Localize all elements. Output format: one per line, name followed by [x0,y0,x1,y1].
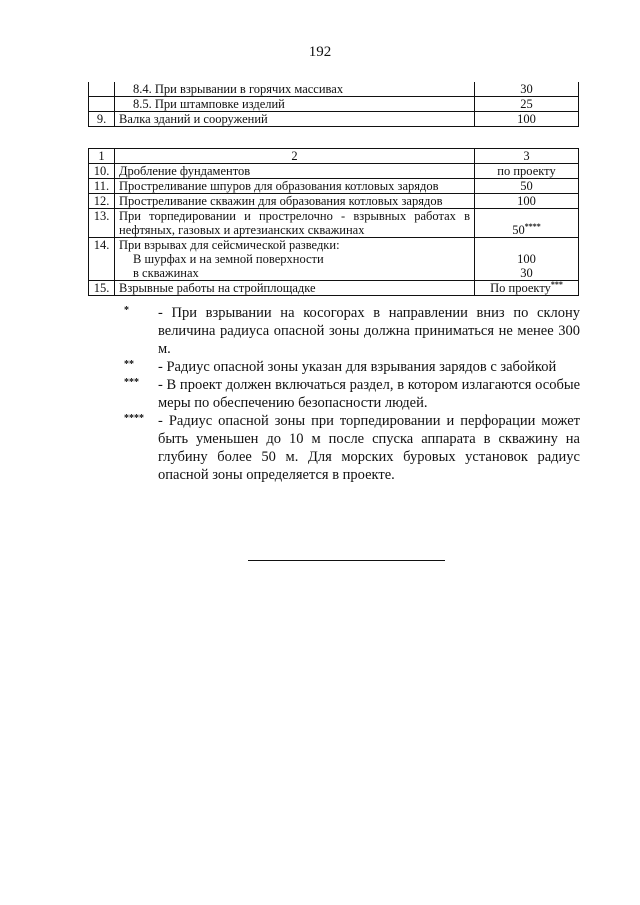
end-divider-line [248,560,445,561]
table-row [89,164,579,179]
row-value: По проекту [490,281,551,295]
footnote-text: - При взрывании на косогорах в направлении вниз по склону величина радиуса опасной зоны должна приниматься не менее 300 м. [158,305,580,357]
row-subitem: В шурфах и на земной поверхности [133,252,324,266]
footnote [120,412,580,484]
page-number: 192 [308,44,332,60]
footnotes [120,304,580,484]
row-value: 50 [475,179,579,194]
row-text: 8.4. При взрывании в горячих массивах [115,82,475,97]
table-row [89,281,579,296]
row-text-line: При торпедировании и прострелочно - взрывных работах в [119,209,470,223]
row-text: Простреливание скважин для образования котловых зарядов [115,194,475,209]
footnote-mark: **** [124,413,144,424]
footnote [120,358,580,376]
row-text [115,238,475,281]
table-row [89,82,579,97]
footnote-mark: * [124,305,129,316]
row-text [115,209,475,238]
footnote-marker: *** [550,279,563,289]
footnote [120,376,580,412]
row-value: по проекту [475,164,579,179]
footnote-text: - В проект должен включаться раздел, в котором излагаются особые меры по обеспечению безопасности людей. [158,377,580,411]
row-text-line: нефтяных, газовых и артезианских скважинах [119,223,365,237]
table-continuation [88,82,579,127]
row-number [89,97,115,112]
row-number: 11. [89,179,115,194]
table-row [89,179,579,194]
row-value-cell [475,281,579,296]
row-number: 10. [89,164,115,179]
row-value: 100 [517,252,536,266]
footnote-mark: ** [124,359,134,370]
row-value: 100 [475,194,579,209]
row-number [89,82,115,97]
column-header: 2 [115,149,475,164]
table-main [88,148,579,296]
table-row [89,238,579,281]
row-number: 14. [89,238,115,281]
row-text: Взрывные работы на стройплощадке [115,281,475,296]
row-number: 9. [89,112,115,127]
row-value: 50 [512,223,525,237]
row-text-line: При взрывах для сейсмической разведки: [119,238,340,252]
column-header: 1 [89,149,115,164]
row-text: Валка зданий и сооружений [115,112,475,127]
row-number: 13. [89,209,115,238]
row-text: 8.5. При штамповке изделий [115,97,475,112]
footnote [120,304,580,358]
table-row [89,209,579,238]
row-number: 15. [89,281,115,296]
row-value: 25 [475,97,579,112]
footnote-marker: **** [524,221,541,231]
row-value: 30 [520,266,533,280]
table-row [89,97,579,112]
table-row [89,112,579,127]
column-header: 3 [475,149,579,164]
table-header-row [89,149,579,164]
row-value: 30 [475,82,579,97]
row-number: 12. [89,194,115,209]
row-text: Простреливание шпуров для образования котловых зарядов [115,179,475,194]
footnote-text: - Радиус опасной зоны при торпедировании и перфорации может быть уменьшен до 10 м после спуска аппарата в скважину на глубину более 50 м. Для морских буровых установок радиус опасной зоны определяется в проекте. [158,413,580,483]
row-text: Дробление фундаментов [115,164,475,179]
row-value-cell [475,209,579,238]
row-subitem: в скважинах [133,266,199,280]
table-row [89,194,579,209]
row-value: 100 [475,112,579,127]
footnote-mark: *** [124,377,139,388]
footnote-text: - Радиус опасной зоны указан для взрывания зарядов с забойкой [158,359,557,375]
row-value-cell [475,238,579,281]
